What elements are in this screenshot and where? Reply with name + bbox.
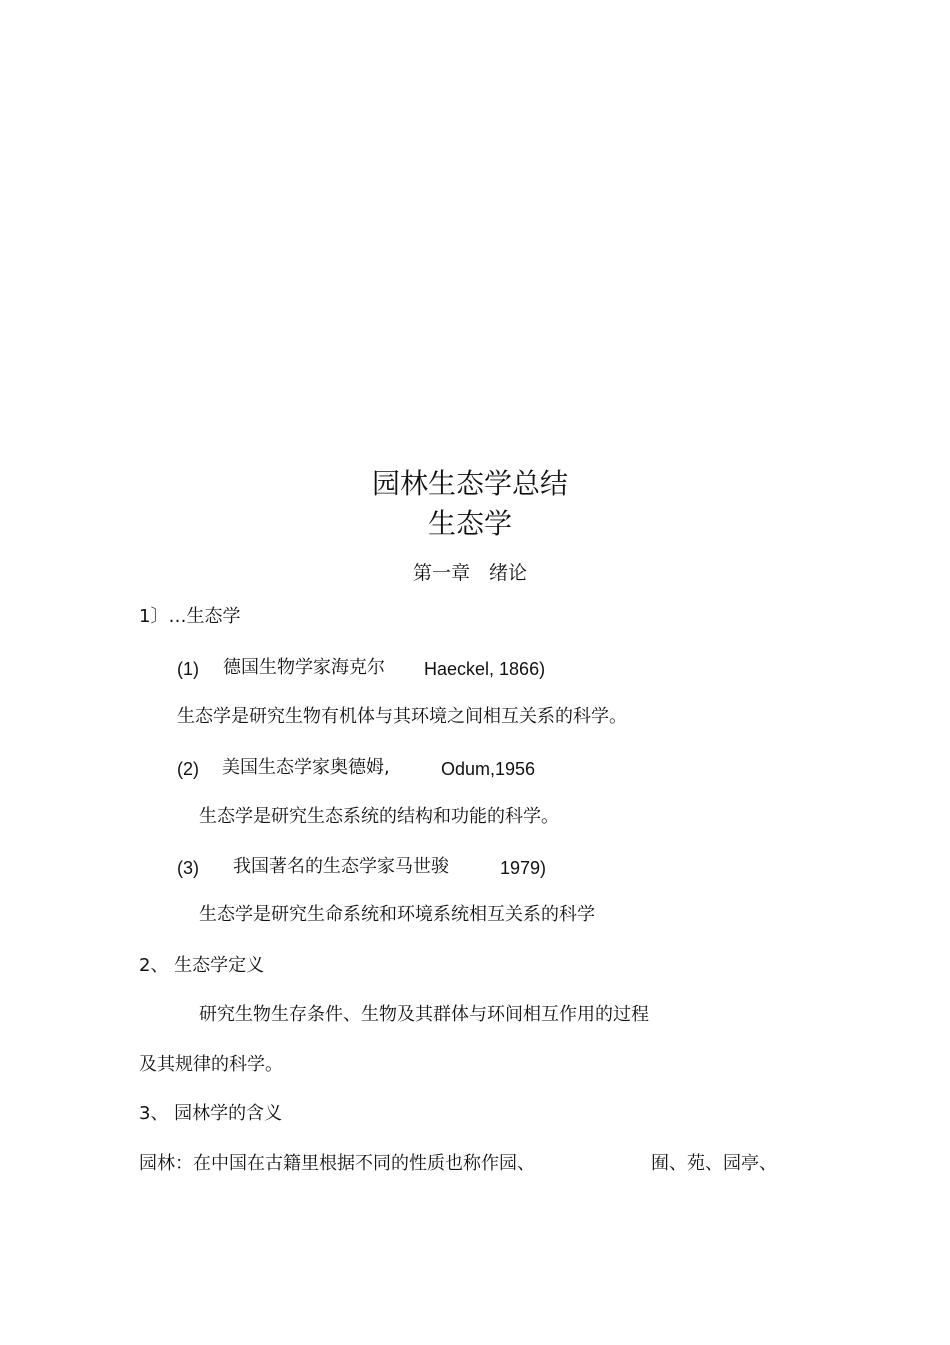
item-3-definition: 生态学是研究生命系统和环境系统相互关系的科学 bbox=[199, 904, 595, 925]
chapter-heading: 第一章 绪论 bbox=[412, 562, 527, 584]
item-1-source: 德国生物学家海克尔 bbox=[223, 657, 385, 678]
item-3-reference: 1979) bbox=[500, 858, 547, 878]
section-3-text-line-1b: 囿、苑、园亭、 bbox=[651, 1153, 777, 1174]
section-2-heading: 2、 生态学定义 bbox=[139, 955, 265, 976]
document-title: 园林生态学总结 bbox=[371, 467, 568, 500]
item-2-definition: 生态学是研究生态系统的结构和功能的科学。 bbox=[199, 806, 559, 827]
section-1-heading: 1〕…生态学 bbox=[139, 606, 241, 627]
item-3-number: (3) bbox=[177, 858, 199, 878]
item-2-source: 美国生态学家奥德姆, bbox=[222, 757, 390, 778]
section-2-text-line-2: 及其规律的科学。 bbox=[139, 1054, 283, 1075]
item-2-reference: Odum,1956 bbox=[441, 759, 536, 779]
item-2-number: (2) bbox=[177, 759, 199, 779]
document-subtitle: 生态学 bbox=[427, 507, 512, 540]
section-2-text-line-1: 研究生物生存条件、生物及其群体与环间相互作用的过程 bbox=[199, 1004, 649, 1025]
item-1-reference: Haeckel, 1866) bbox=[424, 659, 546, 679]
section-3-text-line-1a: 园林：在中国在古籍里根据不同的性质也称作园、 bbox=[139, 1153, 535, 1174]
item-3-source: 我国著名的生态学家马世骏 bbox=[233, 856, 449, 877]
item-1-number: (1) bbox=[177, 659, 199, 679]
item-1-definition: 生态学是研究生物有机体与其环境之间相互关系的科学。 bbox=[177, 706, 627, 727]
section-3-heading: 3、 园林学的含义 bbox=[139, 1103, 283, 1124]
